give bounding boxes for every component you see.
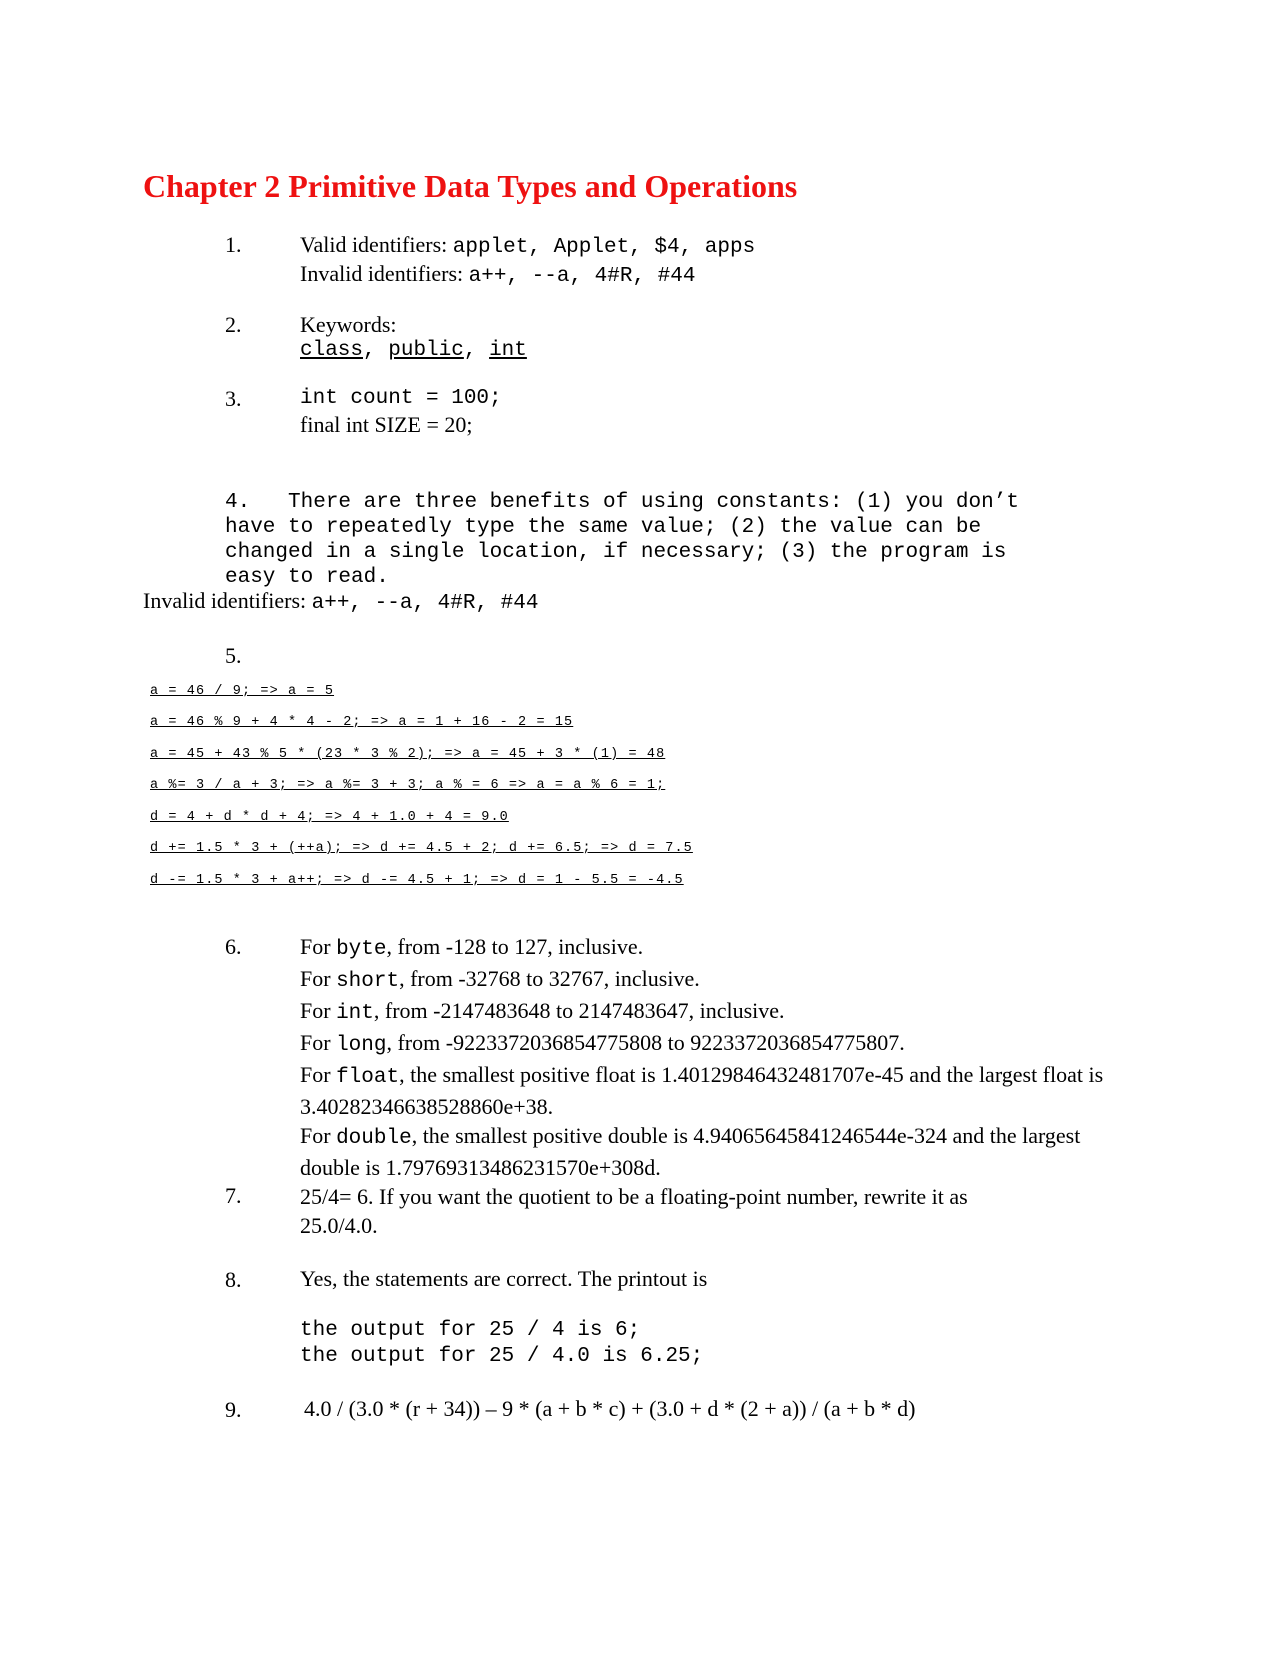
code-line: a %= 3 / a + 3; => a %= 3 + 3; a % = 6 => a = a % 6 = 1;: [150, 778, 666, 793]
item-number: 6.: [225, 934, 242, 959]
text: For: [300, 1062, 337, 1087]
code-line: int count = 100;: [300, 387, 502, 410]
code-line: a = 45 + 43 % 5 * (23 * 3 % 2); => a = 45 + 3 * (1) = 48: [150, 747, 666, 762]
answer-9: 4.0 / (3.0 * (r + 34)) – 9 * (a + b * c) + (3.0 + d * (2 + a)) / (a + b * d): [304, 1396, 916, 1421]
label: Invalid identifiers:: [300, 261, 469, 286]
answer-1: [300, 232, 755, 290]
answer-3: [300, 386, 502, 438]
code-line: d += 1.5 * 3 + (++a); => d += 4.5 + 2; d += 6.5; => d = 7.5: [150, 841, 693, 856]
valid-identifiers: applet, Applet, $4, apps: [452, 236, 756, 259]
chapter-title: Chapter 2 Primitive Data Types and Operations: [143, 168, 798, 204]
answer-8: [300, 1266, 707, 1370]
keyword: class: [300, 339, 364, 362]
text: , from -128 to 127, inclusive.: [386, 934, 644, 959]
range-row: [300, 1028, 1130, 1060]
range-row: [300, 996, 1130, 1028]
type-name: byte: [336, 938, 387, 961]
item-number: 9.: [225, 1397, 242, 1422]
answer-6: [300, 932, 1130, 1182]
item-number: 7.: [225, 1183, 242, 1208]
text: For: [300, 1030, 337, 1055]
range-row: [300, 1121, 1130, 1182]
item-number: 8.: [225, 1267, 242, 1292]
loose-invalid-identifiers: [143, 588, 538, 615]
type-name: double: [336, 1127, 412, 1150]
text: For: [300, 1123, 337, 1148]
type-name: int: [336, 1002, 374, 1025]
identifiers: a++, --a, 4#R, #44: [311, 592, 539, 615]
answer-2: [300, 312, 527, 364]
type-name: short: [336, 970, 400, 993]
separator: ,: [363, 339, 389, 362]
range-row: [300, 1060, 1130, 1121]
text: , the smallest positive float is 1.40129846432481707e-45 and the largest float is 3.40282346638528860e+38.: [300, 1062, 1104, 1119]
text: For: [300, 966, 337, 991]
answer-4: 4. There are three benefits of using constants: (1) you don’t have to repeatedly type the same value; (2) the value can be changed in a single location, if necessary; (3) the program is easy to read.: [225, 491, 1032, 589]
item-number: 5.: [225, 643, 242, 668]
separator: ,: [463, 339, 490, 362]
keywords-label: Keywords:: [300, 312, 397, 337]
code-line: d = 4 + d * d + 4; => 4 + 1.0 + 4 = 9.0: [150, 810, 509, 825]
text: For: [300, 934, 337, 959]
text: , from -32768 to 32767, inclusive.: [399, 966, 700, 991]
answer-7: 25/4= 6. If you want the quotient to be a floating-point number, rewrite it as 25.0/4.0.: [300, 1184, 968, 1238]
label: Invalid identifiers:: [143, 588, 312, 613]
label: Valid identifiers:: [300, 232, 453, 257]
text: For: [300, 998, 337, 1023]
output-line: the output for 25 / 4 is 6;: [300, 1319, 641, 1342]
item-number: 3.: [225, 386, 242, 411]
output-line: the output for 25 / 4.0 is 6.25;: [300, 1345, 704, 1368]
range-row: [300, 964, 1130, 996]
text: , from -9223372036854775808 to 9223372036854775807.: [386, 1030, 905, 1055]
text: , from -2147483648 to 2147483647, inclusive.: [373, 998, 785, 1023]
item-number: 1.: [225, 232, 242, 257]
keyword: public: [388, 339, 464, 362]
text: , the smallest positive double is 4.94065645841246544e-324 and the largest double is 1.79769313486231570e+308d.: [300, 1123, 1081, 1180]
type-name: long: [336, 1034, 387, 1057]
code-line: a = 46 / 9; => a = 5: [150, 684, 335, 699]
code-line: a = 46 % 9 + 4 * 4 - 2; => a = 1 + 16 - 2 = 15: [150, 715, 574, 730]
text-line: Yes, the statements are correct. The printout is: [300, 1266, 708, 1291]
range-row: [300, 932, 1130, 964]
keyword: int: [489, 339, 527, 362]
invalid-identifiers: a++, --a, 4#R, #44: [468, 265, 696, 288]
code-line: d -= 1.5 * 3 + a++; => d -= 4.5 + 1; => d = 1 - 5.5 = -4.5: [150, 873, 684, 888]
item-number: 2.: [225, 312, 242, 337]
type-name: float: [336, 1066, 400, 1089]
text-line: final int SIZE = 20;: [300, 412, 473, 437]
